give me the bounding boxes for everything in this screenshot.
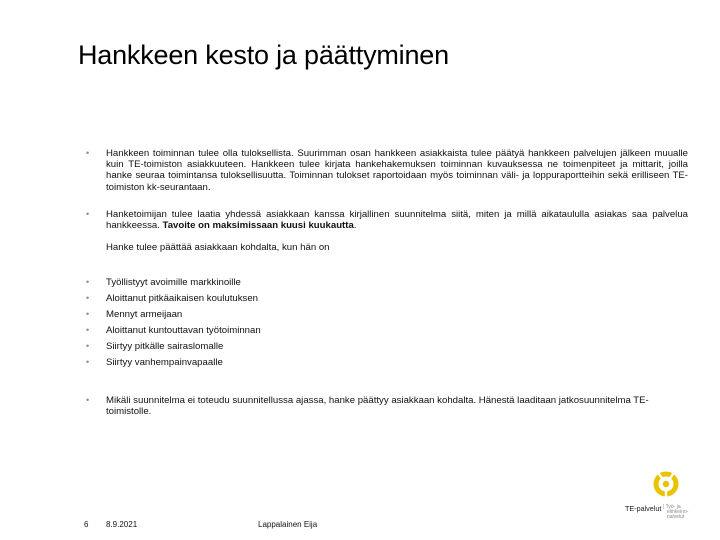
list-item: Aloittanut pitkäaikaisen koulutuksen	[106, 293, 258, 304]
slide-title: Hankkeen kesto ja päättyminen	[78, 40, 449, 70]
bullet: •	[86, 293, 90, 303]
logo-brand: TE-palvelut	[625, 504, 662, 513]
list-item: Työllistyyt avoimille markkinoille	[106, 277, 241, 288]
page-number: 6	[84, 520, 89, 529]
bullet: •	[86, 309, 90, 319]
bullet: •	[86, 325, 90, 335]
footer-date: 8.9.2021	[106, 520, 138, 529]
te-palvelut-logo-icon	[623, 470, 705, 518]
logo-sub1: | Työ- ja	[663, 504, 681, 510]
paragraph-jatkosuunnitelma: Mikäli suunnitelma ei toteudu suunnitellussa ajassa, hanke päättyy asiakkaan kohdalta. Hänestä laaditaan jatkosuunnitelma TE-toimistolle.	[106, 395, 649, 418]
paragraph-tuloksellisuus: Hankkeen toiminnan tulee olla tuloksellista. Suurimman osan hankkeen asiakkaista tulee päätyä hankkeen palvelujen jälkeen muualle kuin TE-toimiston asiakkuuteen. Hankkeen tulee kirjata hankehakemuksen toiminnan kuvauksessa ne toimenpiteet ja mittarit, joilla hanke seuraa toimintansa tuloksellisuutta. Toiminnan tulokset raportoidaan myös toiminnan väli- ja loppuraportteihin sekä erilliseen TE-toimiston kk-seurantaan.	[106, 148, 688, 193]
paragraph-suunnitelma-bold: Tavoite on maksimissaan kuusi kuukautta	[162, 220, 354, 232]
logo-sub3: palvelut	[667, 514, 685, 518]
logo-sub2: elinkeino-	[667, 509, 689, 515]
paragraph-suunnitelma-end: .	[353, 220, 357, 232]
bullet: •	[86, 277, 90, 287]
paragraph-suunnitelma-text: Hanketoimijan tulee laatia yhdessä asiakkaan kanssa kirjallinen suunnitelma siitä, miten ja millä aikataululla asiakas saa palvelua hankkeessa.	[106, 209, 688, 232]
intro-line: Hanke tulee päättää asiakkaan kohdalta, kun hän on	[106, 242, 330, 253]
bullet: •	[86, 341, 90, 351]
list-item: Mennyt armeijaan	[106, 309, 183, 320]
list-item: Siirtyy pitkälle sairaslomalle	[106, 341, 224, 352]
list-item: Aloittanut kuntouttavan työtoiminnan	[106, 325, 261, 336]
bullet: •	[86, 148, 90, 158]
bullet: •	[86, 357, 90, 367]
bullet: •	[86, 209, 90, 219]
footer-author: Lappalainen Eija	[258, 520, 318, 529]
paragraph-suunnitelma	[106, 209, 688, 231]
list-item: Siirtyy vanhempainvapaalle	[106, 357, 223, 368]
bullet: •	[86, 395, 90, 405]
te-palvelut-logo	[623, 470, 705, 518]
